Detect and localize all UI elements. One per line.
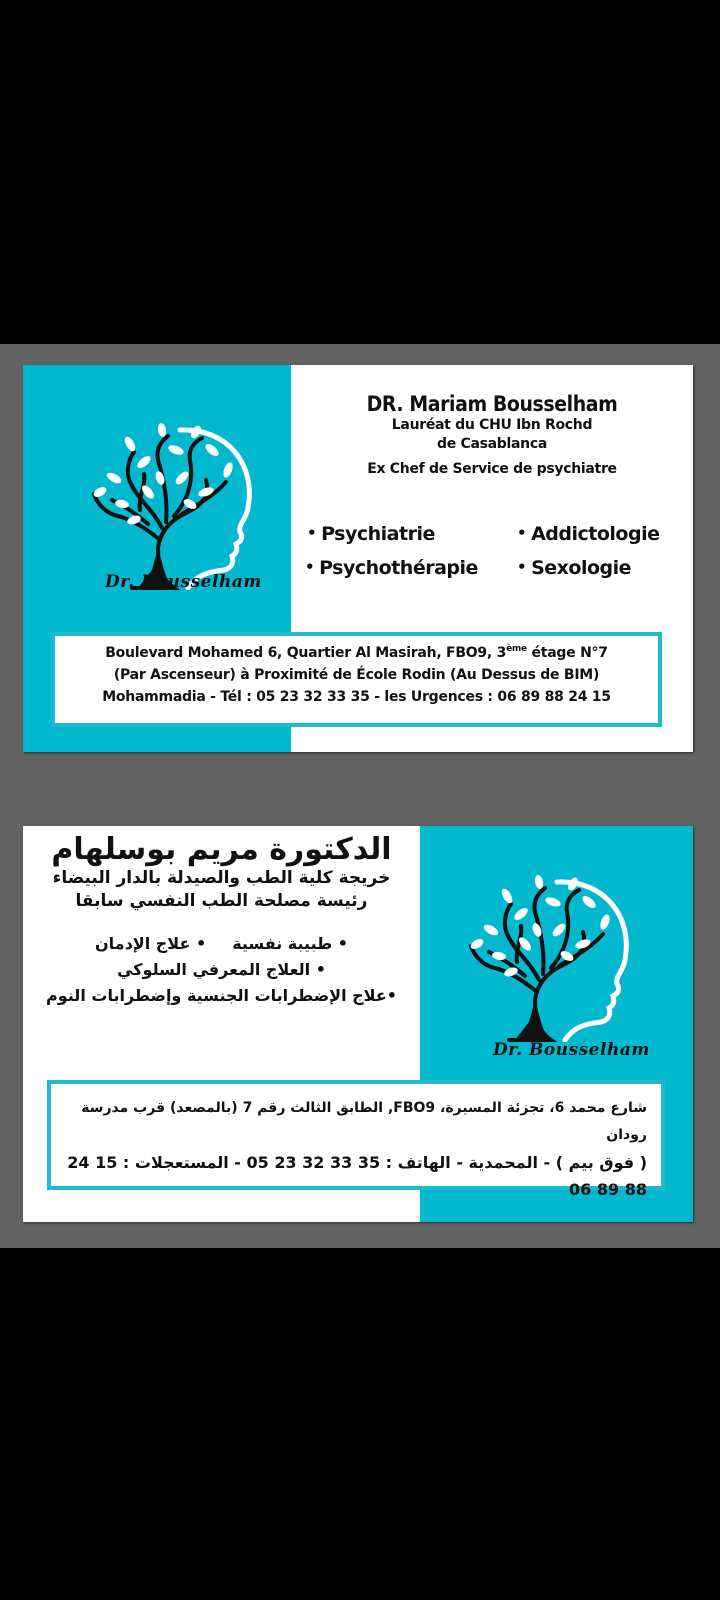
bullet-icon: • xyxy=(315,960,326,979)
address-box xyxy=(47,1080,665,1199)
address-box xyxy=(51,632,662,727)
tree-head-logo-icon xyxy=(78,420,258,590)
tree-head-logo-icon xyxy=(455,872,635,1042)
bullet-icon: • xyxy=(517,558,527,576)
doctor-name: الدكتورة مريم بوسلهام xyxy=(51,832,392,867)
doctor-info xyxy=(291,365,693,579)
specialty-item xyxy=(232,934,348,953)
specialty-label: علاج الإدمان xyxy=(95,934,191,953)
specialty-item xyxy=(305,557,478,579)
credential-line: Lauréat du CHU Ibn Rochd xyxy=(391,417,593,433)
image-viewer xyxy=(0,344,720,1248)
specialty-label: طبيبة نفسية xyxy=(232,934,333,953)
specialty-label: العلاج المعرفي السلوكي xyxy=(117,960,311,979)
doctor-info xyxy=(23,826,420,1009)
specialty-row xyxy=(23,957,420,983)
address-text: Boulevard Mohamed 6, Quartier Al Masirah, FBO9, 3 xyxy=(105,645,507,661)
specialties-list xyxy=(23,931,420,1009)
specialty-label: Psychothérapie xyxy=(319,557,478,579)
specialty-item xyxy=(517,523,659,545)
address-line: (Par Ascenseur) à Proximité de École Rodin (Au Dessus de BIM) xyxy=(113,667,600,683)
specialty-item xyxy=(517,557,631,579)
specialty-row xyxy=(23,983,420,1009)
phone-line: Mohammadia - Tél : 05 23 32 33 35 - les Urgences : 06 89 88 24 15 xyxy=(102,689,611,705)
signature-text: Dr. Bousselham xyxy=(105,572,262,592)
credential-line: خريجة كلية الطب والصيدلة بالدار البيضاء xyxy=(52,868,391,888)
ordinal-suffix: ème xyxy=(506,644,527,654)
bullet-icon: • xyxy=(307,524,317,542)
signature-text: Dr. Bousselham xyxy=(493,1040,650,1060)
address-line: شارع محمد 6، تجزئة المسيرة، FBO9, الطابق الثالث رقم 7 (بالمصعد) قرب مدرسة رودان xyxy=(81,1100,647,1143)
business-card-arabic xyxy=(23,826,693,1222)
business-card-french xyxy=(23,365,693,752)
address-text: étage N°7 xyxy=(526,645,608,661)
specialty-label: Psychiatrie xyxy=(321,523,435,545)
specialty-label: Sexologie xyxy=(531,557,632,579)
bullet-icon: • xyxy=(517,524,527,542)
bullet-icon: • xyxy=(305,558,315,576)
specialty-label: Addictologie xyxy=(531,523,660,545)
doctor-name: DR. Mariam Bousselham xyxy=(366,392,618,416)
specialty-item xyxy=(307,523,435,545)
bullet-icon: • xyxy=(195,934,207,953)
bullet-icon: • xyxy=(386,986,397,1005)
credential-line: de Casablanca xyxy=(437,436,547,452)
specialty-item xyxy=(95,934,206,953)
credential-line: Ex Chef de Service de psychiatre xyxy=(367,461,617,477)
bullet-icon: • xyxy=(337,934,348,953)
credential-line: رئيسة مصلحة الطب النفسي سابقا xyxy=(75,891,368,911)
specialty-label: علاج الإضطرابات الجنسية وإضطرابات النوم xyxy=(46,986,387,1005)
phone-line: ( فوق بيم ) - المحمدية - الهاتف : 35 33 32 23 05 - المستعجلات : 15 24 88 89 06 xyxy=(67,1153,647,1199)
address-line xyxy=(55,642,658,664)
specialty-row xyxy=(23,931,420,957)
